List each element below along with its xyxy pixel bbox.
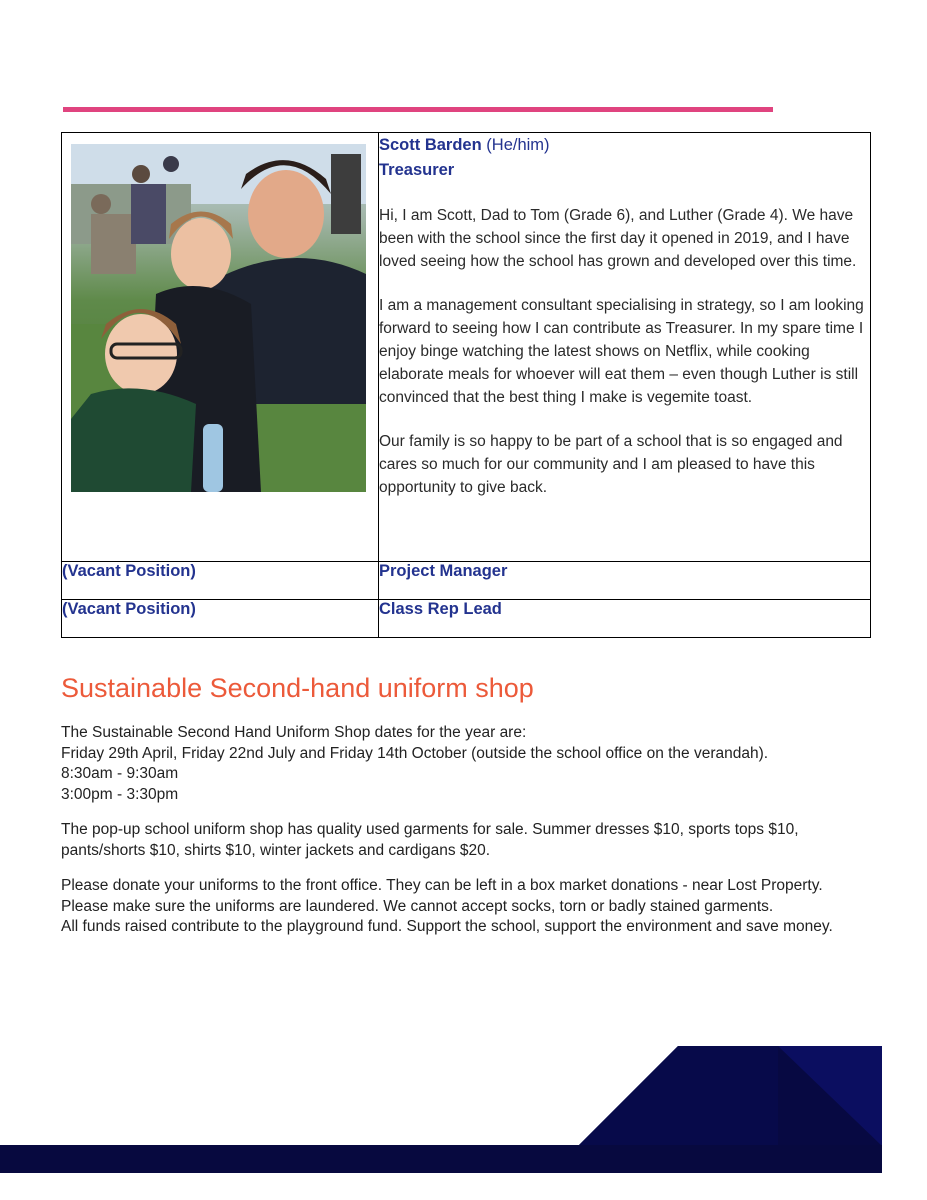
section-title: Sustainable Second-hand uniform shop xyxy=(61,673,534,703)
donate-block xyxy=(61,876,861,938)
member-role: Treasurer xyxy=(379,161,455,179)
dates-list: Friday 29th April, Friday 22nd July and Friday 14th October (outside the school office on the verandah). xyxy=(61,744,769,762)
dates-intro: The Sustainable Second Hand Uniform Shop dates for the year are: xyxy=(61,724,527,741)
divider-rule xyxy=(63,107,773,112)
footer-decoration xyxy=(578,1046,882,1146)
committee-table xyxy=(61,132,871,638)
dates-block xyxy=(61,723,861,805)
member-name-line xyxy=(379,133,870,158)
vacant-holder: (Vacant Position) xyxy=(62,562,379,600)
member-pronouns: (He/him) xyxy=(486,136,550,154)
bio-cell xyxy=(379,133,871,562)
bio-paragraph: Hi, I am Scott, Dad to Tom (Grade 6), and Luther (Grade 4). We have been with the school since the first day it opened in 2019, and I have loved seeing how the school has grown and developed over this time. xyxy=(379,207,857,270)
table-row xyxy=(62,562,871,600)
table-row xyxy=(62,600,871,638)
position-title: Class Rep Lead xyxy=(379,600,871,638)
prices-block xyxy=(61,820,861,861)
prices-text: The pop-up school uniform shop has quality used garments for sale. Summer dresses $10, sports tops $10, pants/shorts $10, shirts $10, winter jackets and cardigans $20. xyxy=(61,821,799,859)
photo-cell xyxy=(62,133,379,562)
member-photo xyxy=(71,144,366,492)
position-title: Project Manager xyxy=(379,562,871,600)
funds-text: All funds raised contribute to the playground fund. Support the school, support the environment and save money. xyxy=(61,918,833,935)
bio-paragraph: Our family is so happy to be part of a school that is so engaged and cares so much for our community and I am pleased to have this opportunity to give back. xyxy=(379,433,843,496)
donate-text: Please donate your uniforms to the front office. They can be left in a box market donations - near Lost Property. Please make sure the uniforms are laundered. We cannot accept socks, torn or badly stained garments. xyxy=(61,877,823,915)
footer-bar xyxy=(0,1145,882,1173)
member-name: Scott Barden xyxy=(379,136,482,154)
time-slot: 8:30am - 9:30am xyxy=(61,765,179,782)
bio-paragraph: I am a management consultant specialising in strategy, so I am looking forward to seeing how I can contribute as Treasurer. In my spare time I enjoy binge watching the latest shows on Netflix, while cooking elaborate meals for whoever will eat them – even though Luther is still convinced that the best thing I make is vegemite toast. xyxy=(379,297,864,406)
vacant-holder: (Vacant Position) xyxy=(62,600,379,638)
table-row xyxy=(62,133,871,562)
time-slot: 3:00pm - 3:30pm xyxy=(61,785,179,803)
